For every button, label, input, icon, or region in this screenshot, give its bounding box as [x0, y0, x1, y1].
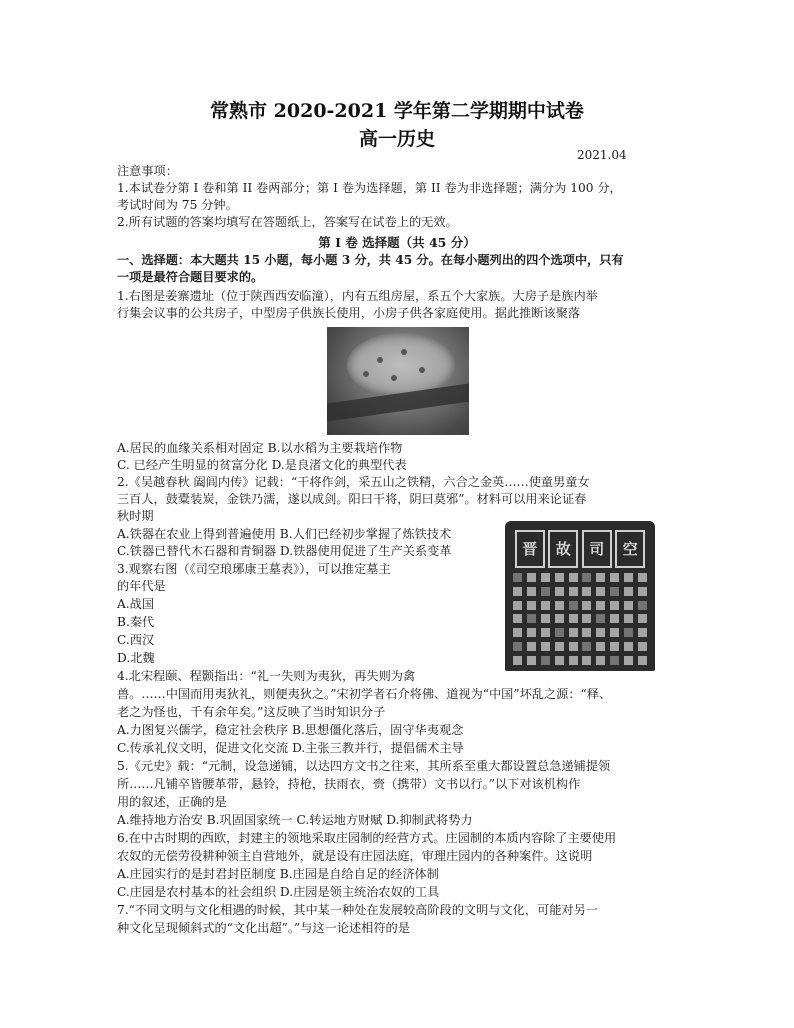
- inscription-column: [527, 573, 536, 665]
- inscription-column: [624, 573, 633, 665]
- q3-option-b: B.秦代: [117, 615, 155, 629]
- inscription-glyph: [596, 573, 605, 582]
- inscription-glyph: [610, 573, 619, 582]
- jiangzhai-site-photo: [327, 327, 469, 435]
- inscription-glyph: [610, 628, 619, 637]
- inscription-glyph: [582, 656, 591, 665]
- inscription-glyph: [596, 628, 605, 637]
- inscription-glyph: [555, 614, 564, 623]
- inscription-glyph: [624, 642, 633, 651]
- inscription-glyph: [582, 614, 591, 623]
- inscription-glyph: [527, 573, 536, 582]
- inscription-glyph: [513, 628, 522, 637]
- stele-seal-char: 空: [615, 530, 645, 568]
- inscription-glyph: [527, 587, 536, 596]
- inscription-glyph: [610, 601, 619, 610]
- house-mark: [401, 349, 407, 355]
- q3-option-c: C.西汉: [117, 633, 155, 647]
- inscription-glyph: [541, 601, 550, 610]
- exam-subtitle: 高一历史: [358, 128, 435, 150]
- inscription-glyph: [569, 601, 578, 610]
- q3-option-d: D.北魏: [117, 651, 155, 665]
- inscription-glyph: [624, 587, 633, 596]
- notes-line-2: 考试时间为 75 分钟。: [117, 198, 238, 212]
- inscription-glyph: [555, 573, 564, 582]
- inscription-glyph: [582, 601, 591, 610]
- q4-stem-2: 兽。……中国而用夷狄礼，则便夷狄之。”宋初学者石介将佛、道视为“中国”坏乱之源：“释、: [117, 687, 612, 701]
- q1-stem-1: 1.右图是姜寨遗址（位于陕西西安临潼），内有五组房屋，系五个大家族。大房子是族内举: [117, 289, 598, 303]
- q1-option-ab: A.居民的血缘关系相对固定 B.以水稻为主要栽培作物: [117, 441, 403, 455]
- q1-stem-2: 行集会议事的公共房子，中型房子供族长使用，小房子供各家庭使用。据此推断该聚落: [117, 306, 581, 320]
- section-title: 第 I 卷 选择题（共 45 分）: [318, 235, 476, 250]
- inscription-glyph: [596, 656, 605, 665]
- house-mark: [391, 375, 397, 381]
- notes-heading: 注意事项：: [117, 164, 178, 178]
- inscription-glyph: [555, 656, 564, 665]
- inscription-glyph: [555, 628, 564, 637]
- inscription-glyph: [527, 628, 536, 637]
- inscription-column: [596, 573, 605, 665]
- notes-line-1: 1.本试卷分第 I 卷和第 II 卷两部分；第 I 卷为选择题，第 II 卷为非选择题；满分为 100 分，: [117, 181, 622, 195]
- inscription-column: [555, 573, 564, 665]
- inscription-glyph: [527, 656, 536, 665]
- inscription-glyph: [555, 601, 564, 610]
- inscription-glyph: [638, 656, 647, 665]
- q5-options: A.维持地方治安 B.巩固国家统一 C.转运地方财赋 D.抑制武将势力: [117, 813, 473, 827]
- inscription-glyph: [582, 642, 591, 651]
- inscription-glyph: [513, 573, 522, 582]
- inscription-glyph: [569, 628, 578, 637]
- inscription-glyph: [610, 614, 619, 623]
- exam-date: 2021.04: [577, 148, 627, 162]
- q5-stem-3: 用的叙述，正确的是: [117, 795, 227, 809]
- inscription-column: [541, 573, 550, 665]
- inscription-glyph: [513, 656, 522, 665]
- section-intro-1: 一、选择题：本大题共 15 小题，每小题 3 分，共 45 分。在每小题列出的四个选项中，只有: [117, 253, 624, 267]
- q5-stem-2: 所……凡铺卒皆腰革带，悬铃，持枪，扶雨衣，赍（携带）文书以行。”以下对该机构作: [117, 777, 581, 791]
- inscription-glyph: [513, 587, 522, 596]
- inscription-glyph: [513, 601, 522, 610]
- inscription-glyph: [596, 587, 605, 596]
- stele-seal-char: 司: [582, 530, 612, 568]
- inscription-glyph: [527, 614, 536, 623]
- stele-heading: [513, 529, 647, 569]
- house-mark: [419, 367, 425, 373]
- house-mark: [377, 357, 383, 363]
- inscription-glyph: [541, 573, 550, 582]
- inscription-glyph: [582, 628, 591, 637]
- q4-option-cd: C.传承礼仪文明，促进文化交流 D.主张三教并行，提倡儒术主导: [117, 741, 464, 755]
- inscription-column: [569, 573, 578, 665]
- inscription-glyph: [624, 601, 633, 610]
- inscription-glyph: [624, 614, 633, 623]
- inscription-column: [610, 573, 619, 665]
- stele-inscription: [513, 573, 647, 665]
- tomb-stele-rubbing: [505, 521, 655, 671]
- q2-stem-3: 秋时期: [117, 509, 154, 523]
- inscription-column: [582, 573, 591, 665]
- q6-option-cd: C.庄园是农村基本的社会组织 D.庄园是领主统治农奴的工具: [117, 885, 440, 899]
- q2-option-ab: A.铁器在农业上得到普遍使用 B.人们已经初步掌握了炼铁技术: [117, 527, 452, 541]
- inscription-glyph: [541, 628, 550, 637]
- inscription-glyph: [569, 642, 578, 651]
- inscription-glyph: [638, 587, 647, 596]
- inscription-glyph: [541, 656, 550, 665]
- q6-stem-2: 农奴的无偿劳役耕种领主自营地外，就是设有庄园法庭，审理庄园内的各种案件。这说明: [117, 849, 593, 863]
- inscription-glyph: [541, 587, 550, 596]
- inscription-glyph: [638, 614, 647, 623]
- inscription-glyph: [638, 573, 647, 582]
- q4-stem-1: 4.北宋程颐、程颢指出：“礼一失则为夷狄，再失则为禽: [117, 669, 416, 683]
- q2-stem-2: 三百人，鼓橐装炭，金铁乃濡，遂以成剑。阳曰干将，阴曰莫邪”。材料可以用来论证春: [117, 492, 587, 506]
- inscription-glyph: [555, 587, 564, 596]
- q7-stem-2: 种文化呈现倾斜式的“文化出超”。”与这一论述相符的是: [117, 921, 410, 935]
- inscription-glyph: [527, 601, 536, 610]
- q6-stem-1: 6.在中古时期的西欧，封建主的领地采取庄园制的经营方式。庄园制的本质内容除了主要使用: [117, 831, 617, 845]
- inscription-glyph: [596, 642, 605, 651]
- inscription-glyph: [513, 614, 522, 623]
- inscription-glyph: [582, 587, 591, 596]
- q2-stem-1: 2.《吴越春秋 阖闾内传》记载：“干将作剑，采五山之铁精，六合之金英……使童男童女: [117, 475, 590, 489]
- inscription-glyph: [596, 601, 605, 610]
- inscription-glyph: [624, 656, 633, 665]
- inscription-glyph: [569, 573, 578, 582]
- inscription-glyph: [624, 573, 633, 582]
- stele-seal-char: 故: [548, 530, 578, 568]
- stele-seal-char: 晋: [515, 530, 545, 568]
- q3-option-a: A.战国: [117, 597, 155, 611]
- inscription-glyph: [638, 642, 647, 651]
- inscription-glyph: [541, 614, 550, 623]
- inscription-glyph: [527, 642, 536, 651]
- inscription-glyph: [638, 601, 647, 610]
- house-mark: [363, 371, 369, 377]
- notes-line-3: 2.所有试题的答案均填写在答题纸上，答案写在试卷上的无效。: [117, 215, 458, 229]
- section-intro-2: 一项是最符合题目要求的。: [117, 270, 264, 284]
- inscription-glyph: [569, 614, 578, 623]
- q2-option-cd: C.铁器已替代木石器和青铜器 D.铁器使用促进了生产关系变革: [117, 544, 452, 558]
- q4-option-ab: A.力图复兴儒学，稳定社会秩序 B.思想僵化落后，固守华夷观念: [117, 723, 464, 737]
- inscription-glyph: [624, 628, 633, 637]
- exam-title: 常熟市 2020-2021 学年第二学期期中试卷: [210, 100, 584, 122]
- inscription-glyph: [569, 587, 578, 596]
- inscription-column: [638, 573, 647, 665]
- inscription-glyph: [610, 656, 619, 665]
- inscription-glyph: [610, 642, 619, 651]
- inscription-column: [513, 573, 522, 665]
- inscription-glyph: [541, 642, 550, 651]
- inscription-glyph: [582, 573, 591, 582]
- inscription-glyph: [513, 642, 522, 651]
- q5-stem-1: 5.《元史》载：“元制，设急递铺，以达四方文书之往来，其所系至重大都设置总急递铺提领: [117, 759, 611, 773]
- q3-stem-1: 3.观察右图（《司空琅琊康王墓表》），可以推定墓主: [117, 562, 391, 576]
- inscription-glyph: [638, 628, 647, 637]
- q4-stem-3: 老之为怪也，千有余年矣。”这反映了当时知识分子: [117, 705, 386, 719]
- q7-stem-1: 7.“不同文明与文化相遇的时候，其中某一种处在发展较高阶段的文明与文化，可能对另一: [117, 903, 598, 917]
- inscription-glyph: [610, 587, 619, 596]
- inscription-glyph: [596, 614, 605, 623]
- q1-option-cd: C. 已经产生明显的贫富分化 D.是良渚文化的典型代表: [117, 458, 407, 472]
- q3-stem-2: 的年代是: [117, 579, 166, 593]
- inscription-glyph: [569, 656, 578, 665]
- q6-option-ab: A.庄园实行的是封君封臣制度 B.庄园是自给自足的经济体制: [117, 867, 439, 881]
- inscription-glyph: [555, 642, 564, 651]
